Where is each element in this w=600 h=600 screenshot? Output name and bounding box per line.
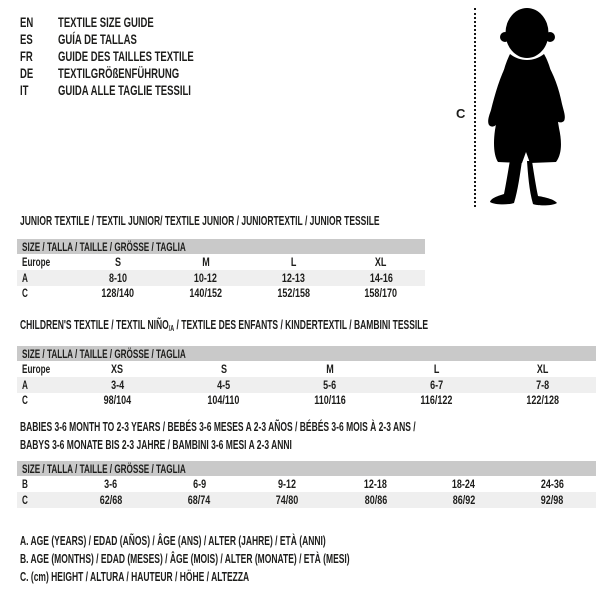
table-cell: 122/128 [526, 393, 560, 408]
language-title: GUIDE DES TAILLES TEXTILE [58, 47, 194, 64]
size-table-header: SIZE / TALLA / TAILLE / GRÖSSE / TAGLIA [17, 461, 596, 476]
table-cell: 14-16 [369, 270, 393, 285]
section-title-line: CHILDREN'S TEXTILE / TEXTIL NIÑO/A / TEXTILE DES ENFANTS / KINDERTEXTIL / BAMBINI TESSILE [20, 318, 429, 333]
size-table-header: SIZE / TALLA / TAILLE / GRÖSSE / TAGLIA [17, 346, 596, 361]
language-code: IT [20, 82, 29, 99]
table-cell: 62/68 [99, 492, 123, 507]
language-code: ES [20, 30, 33, 47]
row-label: A [22, 377, 28, 392]
table-row [17, 270, 425, 286]
table-cell: 24-36 [540, 476, 564, 491]
row-label: B [22, 476, 28, 491]
table-cell: 74/80 [276, 492, 299, 507]
table-cell: 3-6 [104, 476, 118, 491]
table-cell: 9-12 [278, 476, 297, 491]
section-children [17, 319, 596, 408]
legend-line: C. (cm) HEIGHT / ALTURA / HAUTEUR / HÖHE / ALTEZZA [20, 570, 250, 585]
size-table [17, 346, 596, 408]
baby-silhouette-icon [486, 4, 598, 210]
section-title-line: BABIES 3-6 MONTH TO 2-3 YEARS / BEBÉS 3-6 MESES A 2-3 AÑOS / BÉBÉS 3-6 MOIS À 2-3 ANS / [20, 420, 416, 434]
table-cell: 110/116 [314, 393, 346, 408]
language-row [20, 82, 258, 99]
table-cell: 10-12 [194, 270, 218, 285]
language-row [20, 65, 258, 82]
table-cell: 5-6 [323, 377, 337, 392]
section-title-line: JUNIOR TEXTILE / TEXTIL JUNIOR/ TEXTILE JUNIOR / JUNIORTEXTIL / JUNIOR TESSILE [20, 214, 380, 228]
table-cell: XS [111, 361, 124, 376]
legend-line: A. AGE (YEARS) / EDAD (AÑOS) / ÂGE (ANS) / ALTER (JAHRE) / ETÀ (ANNI) [20, 534, 326, 548]
table-cell: 104/110 [207, 393, 240, 408]
table-row [17, 254, 425, 270]
table-cell: XL [537, 361, 549, 376]
size-table-body [17, 361, 596, 408]
table-cell: 7-8 [536, 377, 550, 392]
language-code: EN [20, 13, 34, 30]
table-cell: M [201, 254, 210, 269]
row-label: A [22, 270, 28, 285]
table-cell: L [290, 254, 297, 269]
size-table [17, 239, 425, 301]
legend [20, 534, 505, 589]
table-cell: 152/158 [277, 286, 310, 301]
language-row [20, 13, 258, 30]
table-cell: 158/170 [364, 286, 398, 301]
table-cell: 6-9 [192, 476, 206, 491]
table-row [17, 286, 425, 302]
row-label: C [22, 393, 28, 408]
row-label: Europe [22, 254, 51, 269]
row-label: Europe [22, 361, 51, 376]
table-cell: 18-24 [452, 476, 476, 491]
height-measure-label: C [456, 106, 466, 121]
table-cell: 128/140 [101, 286, 135, 301]
table-cell: M [326, 361, 334, 376]
table-cell: 3-4 [110, 377, 124, 392]
language-row [20, 30, 258, 47]
size-table-body [17, 476, 596, 508]
table-cell: 8-10 [108, 270, 127, 285]
table-cell: 116/122 [420, 393, 453, 408]
section-title-line: BABYS 3-6 MONATE BIS 2-3 JAHRE / BAMBINI 3-6 MESI A 2-3 ANNI [20, 437, 292, 452]
section-title [17, 215, 425, 228]
table-cell: XL [375, 254, 387, 269]
language-title: TEXTILE SIZE GUIDE [58, 13, 154, 30]
language-code: FR [20, 47, 33, 64]
table-row [17, 476, 596, 492]
language-row [20, 47, 258, 64]
table-cell: 80/86 [364, 492, 387, 507]
table-row [17, 492, 596, 508]
size-table-body [17, 254, 425, 301]
table-row [17, 393, 596, 409]
table-cell: 12-18 [364, 476, 388, 491]
section-babies [17, 419, 596, 508]
table-cell: 98/104 [103, 393, 131, 408]
section-title [17, 419, 596, 454]
table-cell: 68/74 [187, 492, 211, 507]
height-measure-line [474, 8, 476, 207]
table-cell: 6-7 [429, 377, 443, 392]
table-cell: 86/92 [452, 492, 476, 507]
table-cell: S [114, 254, 121, 269]
language-list [20, 13, 258, 99]
table-cell: S [220, 361, 227, 376]
size-table [17, 461, 596, 508]
section-junior [17, 215, 425, 301]
language-code: DE [20, 65, 34, 82]
table-row [17, 377, 596, 393]
table-cell: 140/152 [189, 286, 222, 301]
table-cell: 4-5 [217, 377, 231, 392]
language-title: TEXTILGRÖßENFÜHRUNG [58, 65, 180, 82]
row-label: C [22, 492, 28, 507]
section-title [17, 319, 596, 335]
table-row [17, 361, 596, 377]
legend-line: B. AGE (MONTHS) / EDAD (MESES) / ÂGE (MOIS) / ALTER (MONATE) / ETÀ (MESI) [20, 552, 350, 567]
size-table-header: SIZE / TALLA / TAILLE / GRÖSSE / TAGLIA [17, 239, 425, 254]
table-cell: 12-13 [281, 270, 305, 285]
table-cell: 92/98 [540, 492, 564, 507]
language-title: GUÍA DE TALLAS [58, 30, 137, 47]
row-label: C [22, 286, 28, 301]
table-cell: L [433, 361, 440, 376]
language-title: GUIDA ALLE TAGLIE TESSILI [58, 82, 191, 99]
